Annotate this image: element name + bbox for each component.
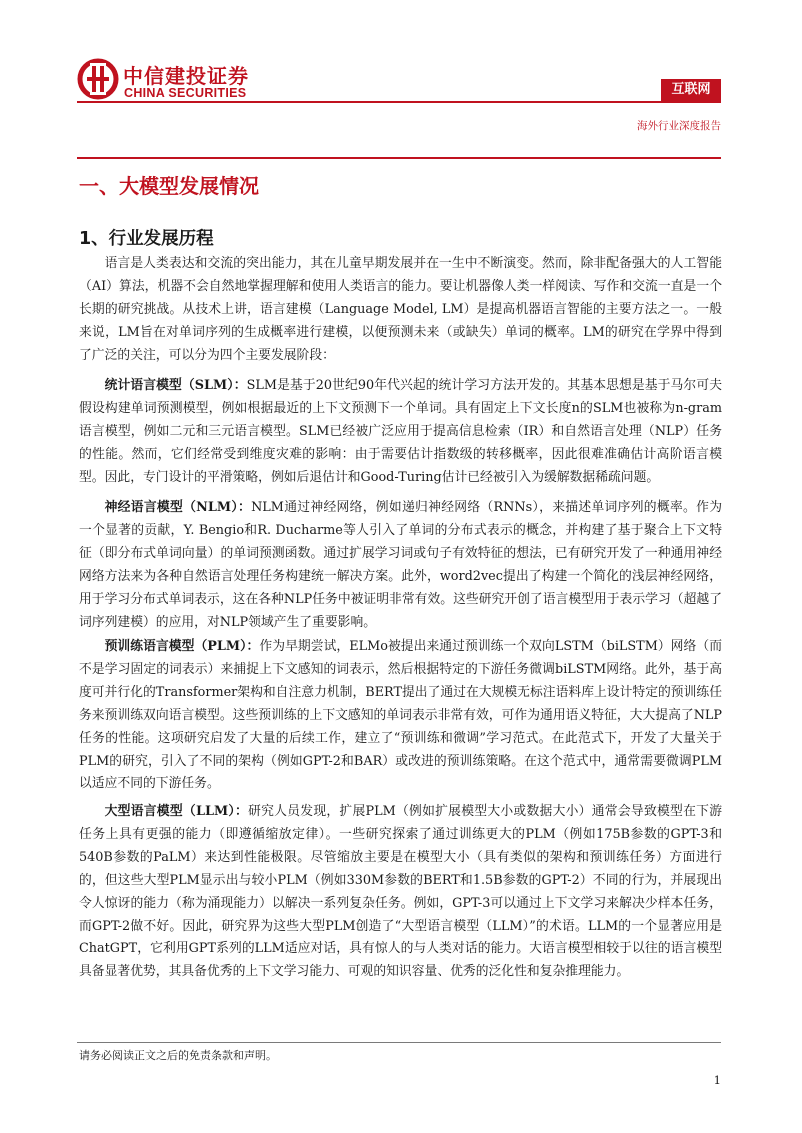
- paragraph-lead: 预训练语言模型（PLM）：: [104, 639, 260, 654]
- industry-tag: 互联网: [661, 79, 721, 101]
- paragraph-text: 研究人员发现，扩展PLM（例如扩展模型大小或数据大小）通常会导致模型在下游任务上具有更强的能力（即遵循缩放定律）。一些研究探索了通过训练更大的PLM（例如175B参数的GPT-3和540B参数的PaLM）来达到性能极限。尽管缩放主要是在模型大小（具有类似的架构和预训练任务）方面进行的，但这些大型PLM显示出与较小PLM（例如330M参数的BERT和1.5B参数的GPT-2）不同的行为，并展现出令人惊讶的能力（称为涌现能力）以解决一系列复杂任务。例如，GPT-3可以通过上下文学习来解决少样本任务，而GPT-2做不好。因此，研究界为这些大型PLM创造了“大型语言模型（LLM）”的术语。LLM的一个显著应用是ChatGPT，它利用GPT系列的LLM适应对话，具有惊人的与人类对话的能力。大语言模型相较于以往的语言模型具备显著优势，其具备优秀的上下文学习能力、可观的知识容量、优秀的泛化性和复杂推理能力。: [79, 804, 722, 980]
- paragraph-text: 作为早期尝试，ELMo被提出来通过预训练一个双向LSTM（biLSTM）网络（而不是学习固定的词表示）来捕捉上下文感知的词表示，然后根据特定的下游任务微调biLSTM网络。此外，基于高度可并行化的Transformer架构和自注意力机制，BERT提出了通过在大规模无标注语料库上设计特定的预训练任务来预训练双向语言模型。这些预训练的上下文感知的单词表示非常有效，可作为通用语义特征，大大提高了NLP任务的性能。这项研究启发了大量的后续工作，建立了“预训练和微调”学习范式。在此范式下，开发了大量关于PLM的研究，引入了不同的架构（例如GPT-2和BAR）或改进的预训练策略。在这个范式中，通常需要微调PLM以适应不同的下游任务。: [79, 639, 722, 792]
- section-title: 一、大模型发展情况: [79, 174, 259, 198]
- citic-logo-icon: [77, 58, 119, 100]
- footer-divider: [77, 1042, 721, 1043]
- company-logo: [77, 58, 257, 104]
- subsection-title: 1、行业发展历程: [79, 229, 214, 249]
- paragraph-text: 语言是人类表达和交流的突出能力，其在儿童早期发展并在一生中不断演变。然而，除非配备强大的人工智能（AI）算法，机器不会自然地掌握理解和使用人类语言的能力。要让机器像人类一样阅读、写作和交流一直是一个长期的研究挑战。从技术上讲，语言建模（Language Model, LM）是提高机器语言智能的主要方法之一。一般来说，LM旨在对单词序列的生成概率进行建模，以便预测未来（或缺失）单词的概率。LM的研究在学界中得到了广泛的关注，可以分为四个主要发展阶段：: [79, 256, 722, 363]
- paragraph-intro: [79, 253, 722, 368]
- paragraph-llm: [79, 801, 722, 984]
- header-divider: [77, 101, 721, 103]
- paragraph-text: NLM通过神经网络，例如递归神经网络（RNNs），来描述单词序列的概率。作为一个显著的贡献，Y. Bengio和R. Ducharme等人引入了单词的分布式表示的概念，并构建了基于聚合上下文特征（即分布式单词向量）的单词预测函数。通过扩展学习词或句子有效特征的想法，已有研究开发了一种通用神经网络方法来为各种自然语言处理任务构建统一解决方案。此外，word2vec提出了构建一个简化的浅层神经网络，用于学习分布式单词表示，这在各种NLP任务中被证明非常有效。这些研究开创了语言模型用于表示学习（超越了词序列建模）的应用，对NLP领域产生了重要影响。: [79, 500, 722, 630]
- paragraph-lead: 大型语言模型（LLM）：: [104, 804, 249, 819]
- title-divider: [77, 157, 721, 159]
- paragraph-lead: 统计语言模型（SLM）：: [104, 378, 247, 393]
- paragraph-text: SLM是基于20世纪90年代兴起的统计学习方法开发的。其基本思想是基于马尔可夫假设构建单词预测模型，例如根据最近的上下文预测下一个单词。具有固定上下文长度n的SLM也被称为n-gram语言模型，例如二元和三元语言模型。SLM已经被广泛应用于提高信息检索（IR）和自然语言处理（NLP）任务的性能。然而，它们经常受到维度灾难的影响：由于需要估计指数级的转移概率，因此很难准确估计高阶语言模型。因此，专门设计的平滑策略，例如后退估计和Good-Turing估计已经被引入为缓解数据稀疏问题。: [79, 378, 722, 485]
- paragraph-plm: [79, 636, 722, 796]
- page-number: 1: [713, 1073, 721, 1087]
- logo-text-en: CHINA SECURITIES: [124, 86, 247, 100]
- disclaimer: 请务必阅读正文之后的免责条款和声明。: [79, 1049, 277, 1062]
- paragraph-nlm: [79, 497, 722, 634]
- paragraph-slm: [79, 375, 722, 490]
- logo-text-cn: 中信建投证券: [123, 64, 249, 88]
- paragraph-lead: 神经语言模型（NLM）：: [104, 500, 252, 515]
- report-type: 海外行业深度报告: [637, 120, 721, 132]
